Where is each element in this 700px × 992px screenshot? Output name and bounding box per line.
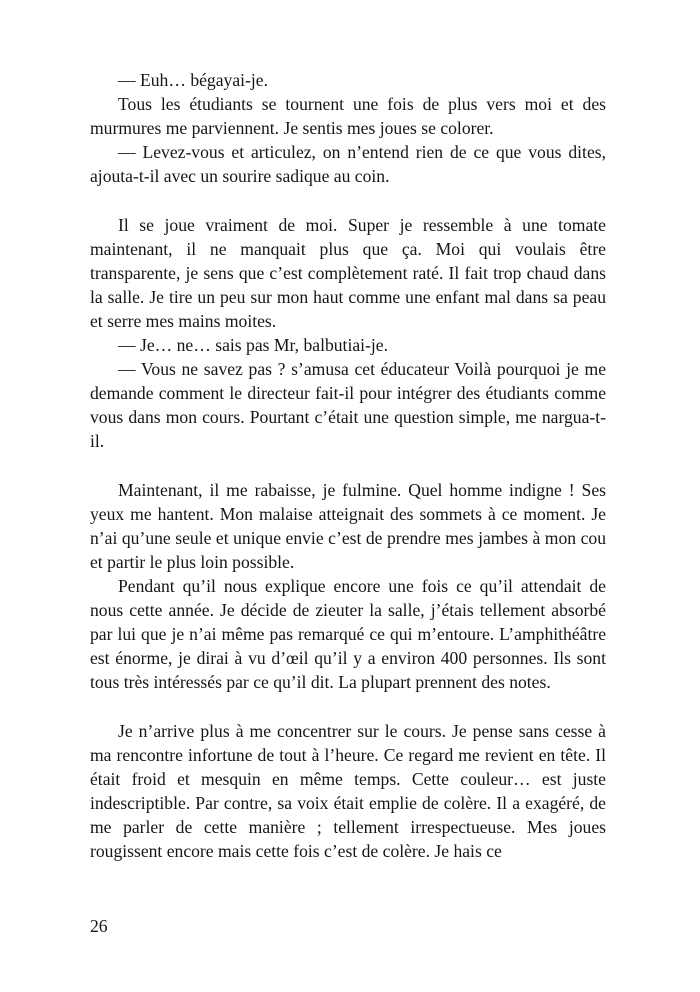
- paragraph-9: Je n’arrive plus à me concentrer sur le cours. Je pense sans cesse à ma rencontre infortune de tout à l’heure. Ce regard me revient en tête. Il était froid et mesquin en même temps. Cette couleur… est juste indescriptible. Par contre, sa voix était emplie de colère. Il a exagéré, de me parler de cette manière ; tellement irrespectueuse. Mes joues rougissent encore mais cette fois c’est de colère. Je hais ce: [90, 720, 606, 861]
- paragraph-8: Pendant qu’il nous explique encore une fois ce qu’il attendait de nous cette année. Je décide de zieuter la salle, j’étais tellement absorbé par lui que je n’ai même pas remarqué ce qui m’entoure. L’amphithéâtre est énorme, je dirai à vu d’œil qu’il y a environ 400 personnes. Ils sont tous très intéressés par ce qu’il dit. La plupart prennent des notes.: [90, 575, 606, 693]
- page-body: [90, 68, 606, 863]
- paragraph-5: — Je… ne… sais pas Mr, balbutiai-je.: [118, 335, 388, 356]
- paragraph-4: Il se joue vraiment de moi. Super je ressemble à une tomate maintenant, il ne manquait plus que ça. Moi qui voulais être transparente, je sens que c’est complètement raté. Il fait trop chaud dans la salle. Je tire un peu sur mon haut comme une enfant mal dans sa peau et serre mes mains moites.: [90, 214, 606, 331]
- page-number: 26: [90, 916, 108, 936]
- paragraph-3: — Levez-vous et articulez, on n’entend rien de ce que vous dites, ajouta-t-il avec un sourire sadique au coin.: [90, 142, 606, 187]
- paragraph-6: — Vous ne savez pas ? s’amusa cet éducateur Voilà pourquoi je me demande comment le directeur fait-il pour intégrer des étudiants comme vous dans mon cours. Pourtant c’était une question simple, me nargua-t-il.: [90, 359, 606, 452]
- paragraph-1: — Euh… bégayai-je.: [118, 70, 268, 90]
- paragraph-7: Maintenant, il me rabaisse, je fulmine. Quel homme indigne ! Ses yeux me hantent. Mon malaise atteignait des sommets à ce moment. Je n’ai qu’une seule et unique envie c’est de prendre mes jambes à mon cou et partir le plus loin possible.: [90, 479, 606, 572]
- paragraph-2: Tous les étudiants se tournent une fois de plus vers moi et des murmures me parviennent. Je sentis mes joues se colorer.: [90, 94, 606, 139]
